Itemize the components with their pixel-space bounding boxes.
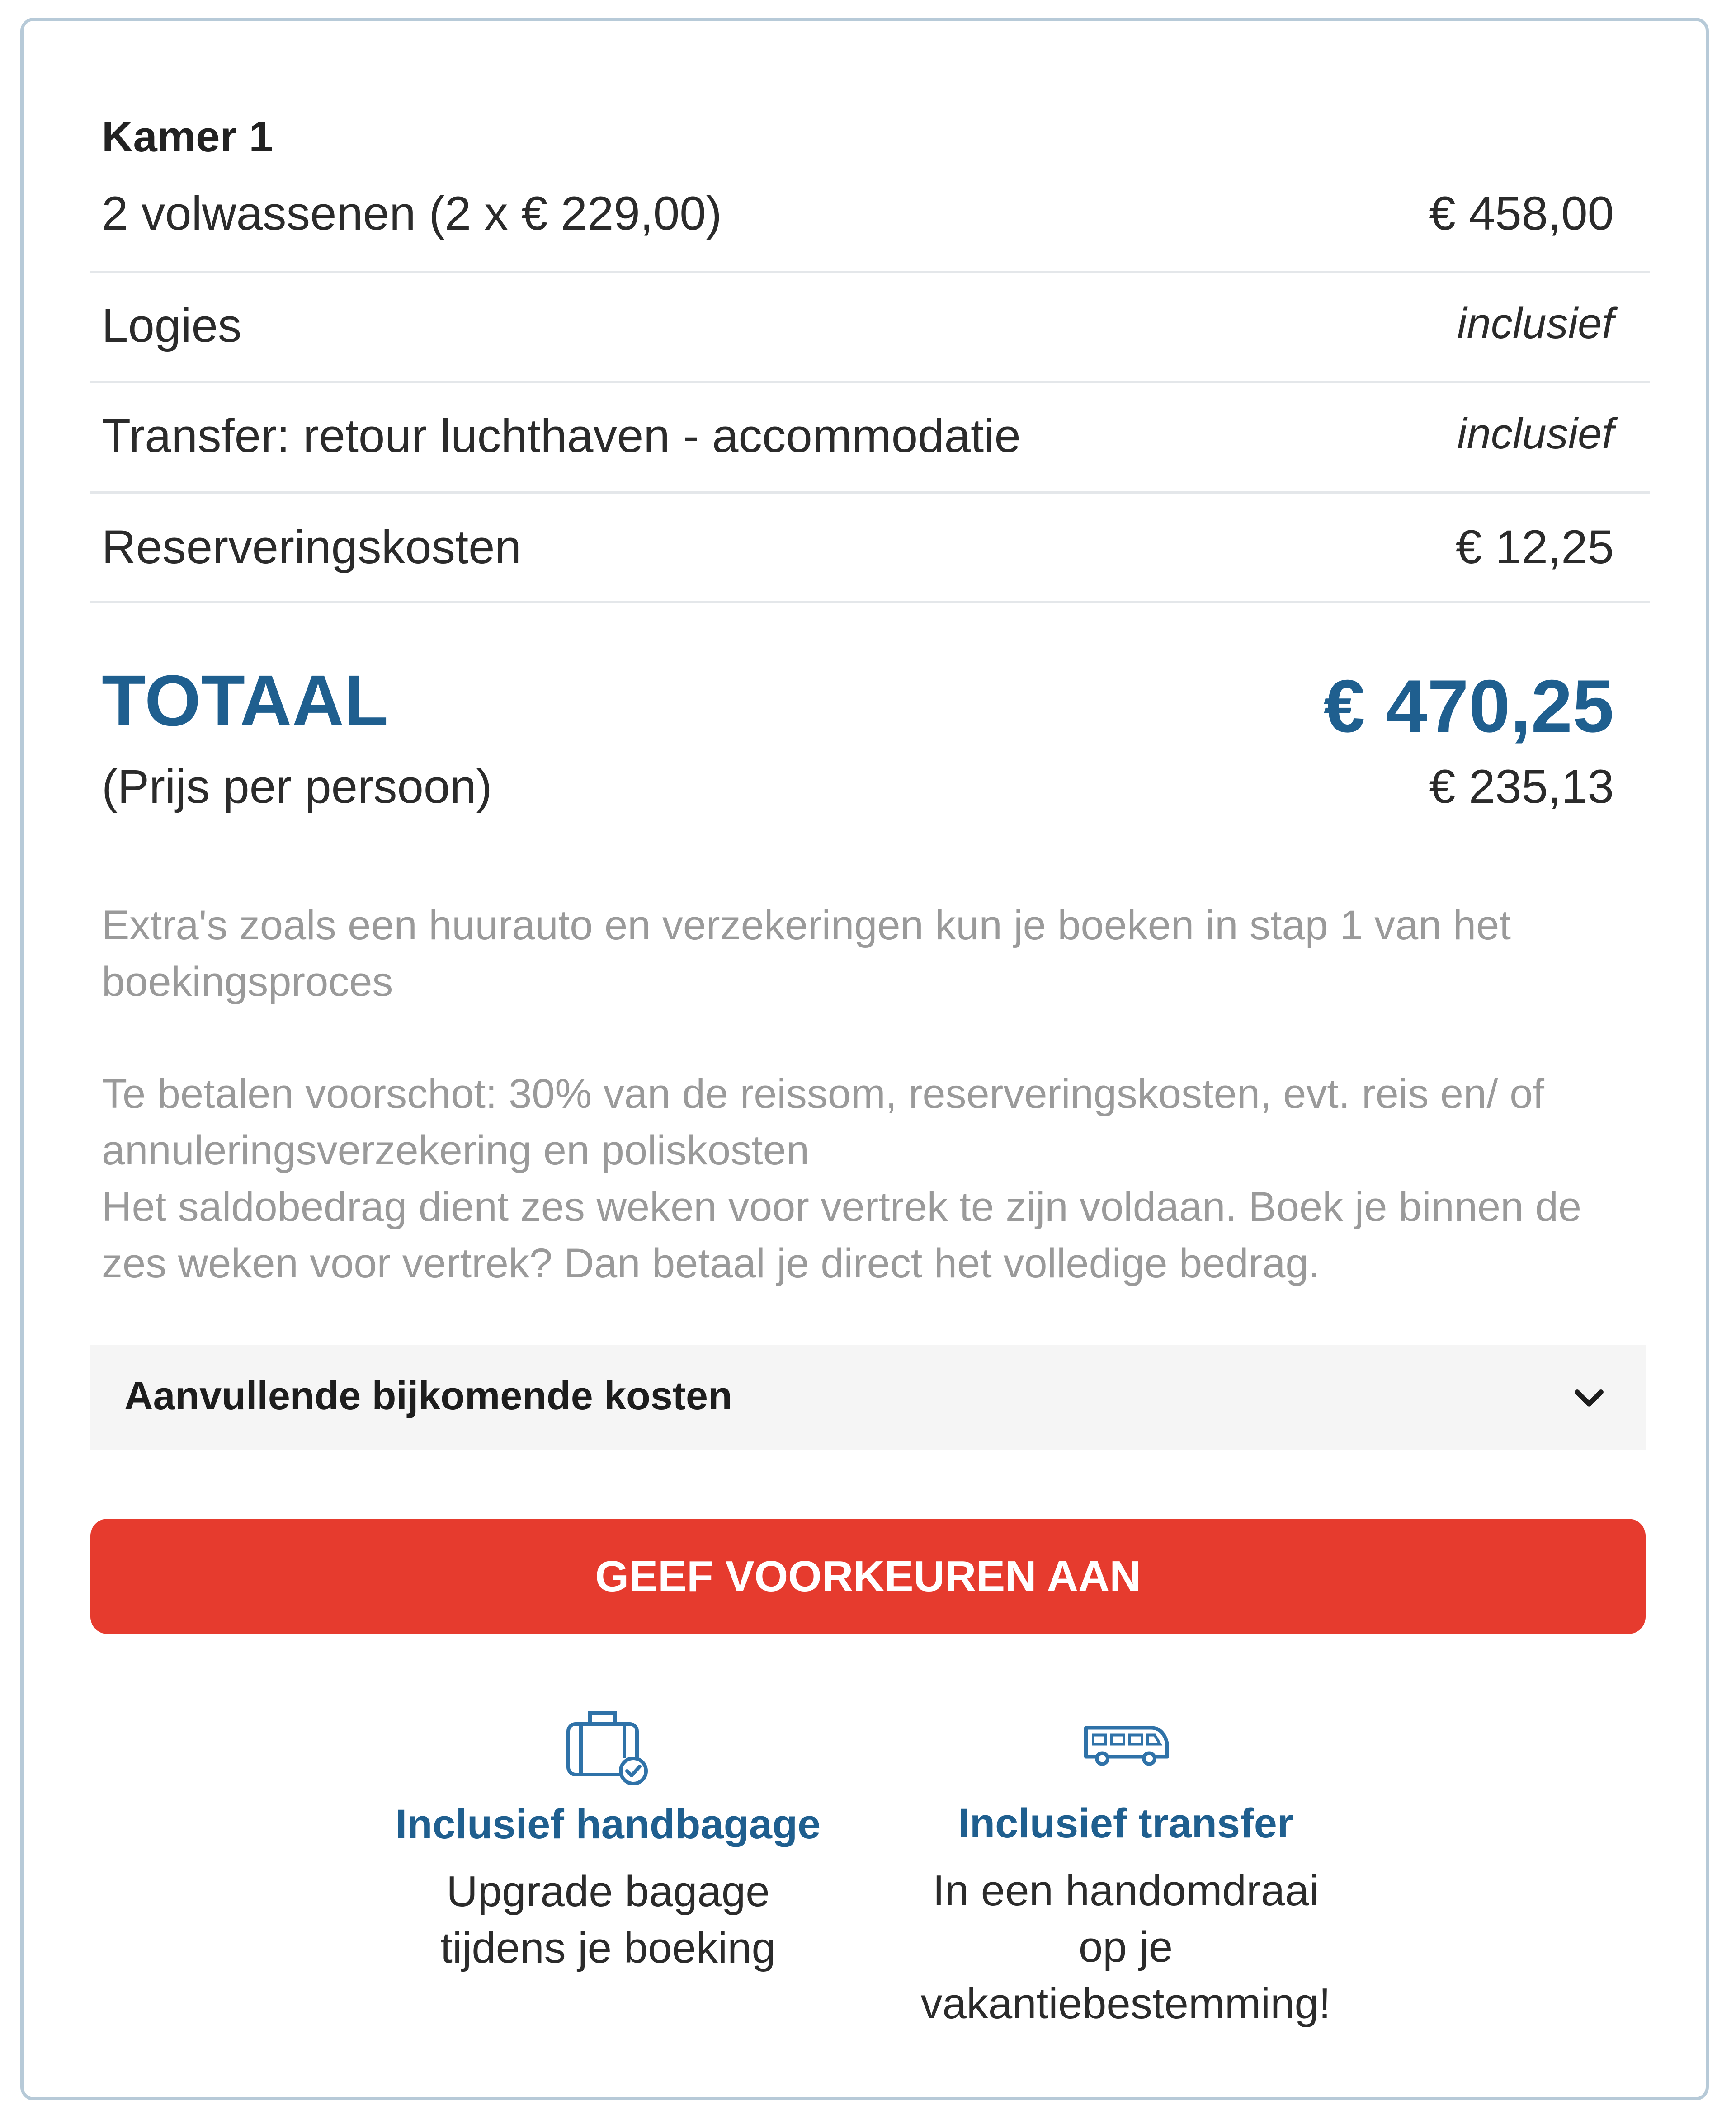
balance-note: Het saldobedrag dient zes weken voor vertrek te zijn voldaan. Boek je binnen de zes weken voor vertrek? Dan betaal je direct het volledige bedrag. [102,1184,1582,1286]
price-line-booking-fee [70,523,1650,632]
price-line-value: € 458,00 [1429,187,1614,240]
price-line-label: 2 volwassenen (2 x € 229,00) [102,187,722,240]
accordion-label: Aanvullende bijkomende kosten [124,1373,732,1418]
feature-text-line: Upgrade bagage [446,1867,770,1916]
price-line-label: Reserveringskosten [102,521,521,574]
total-label: TOTAAL [102,660,388,741]
feature-title: Inclusief handbagage [395,1801,821,1847]
feature-hand-luggage [375,1704,841,1976]
price-line-value: inclusief [1457,410,1614,458]
feature-text-line: In een handomdraai [933,1866,1319,1915]
room-title: Kamer 1 [102,113,273,161]
divider [90,601,1650,603]
additional-costs-accordion[interactable] [90,1345,1646,1450]
price-line-value: € 12,25 [1455,521,1614,574]
per-person-value: € 235,13 [1429,760,1614,813]
chevron-down-icon [1569,1377,1609,1418]
price-line-label: Transfer: retour luchthaven - accommodatie [102,410,1021,462]
price-line-value: inclusief [1457,299,1614,348]
set-preferences-button[interactable]: GEEF VOORKEUREN AAN [90,1519,1646,1634]
feature-title: Inclusief transfer [958,1800,1293,1846]
feature-text-line: op je [1078,1923,1173,1971]
feature-text-line: tijdens je boeking [440,1924,776,1972]
feature-transfer [900,1720,1352,2032]
feature-text [900,1862,1352,2032]
deposit-note: Te betalen voorschot: 30% van de reissom, reserveringskosten, evt. reis en/ of annuleringsverzekering en poliskosten [102,1071,1544,1173]
luggage-check-icon [563,1704,653,1785]
feature-text [375,1863,841,1976]
feature-text-line: vakantiebestemming! [920,1979,1331,2028]
price-line-label: Logies [102,299,242,352]
divider [90,271,1650,273]
price-line-transfer [70,412,1650,521]
total-value: € 470,25 [1323,664,1614,748]
per-person-label: (Prijs per persoon) [102,760,492,813]
bus-icon [1080,1720,1171,1772]
price-line-adults [70,187,1650,298]
divider [90,491,1650,494]
price-line-lodging [70,299,1650,410]
extras-note: Extra's zoals een huurauto en verzekeringen kun je boeken in stap 1 van het boekingsproces [102,902,1511,1005]
divider [90,381,1650,383]
